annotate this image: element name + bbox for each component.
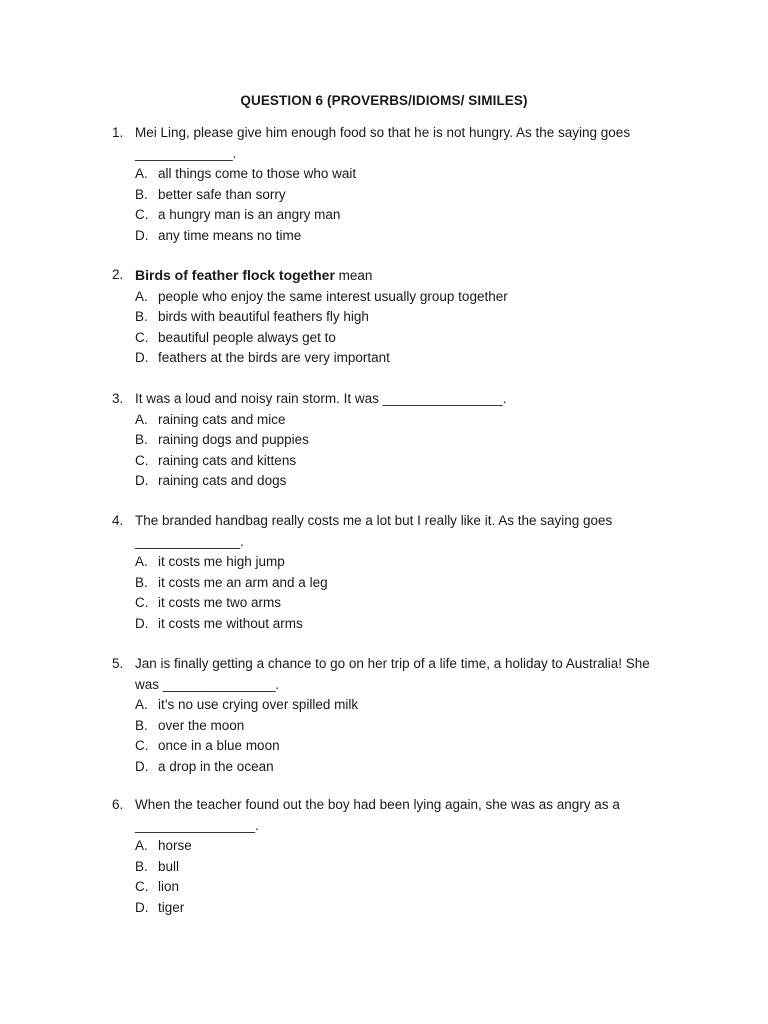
option-letter: A. [135, 697, 148, 713]
option-letter: A. [135, 411, 148, 427]
option-b[interactable] [135, 573, 672, 594]
options-list [135, 410, 672, 492]
option-letter: B. [135, 432, 148, 448]
option-text: horse [158, 838, 192, 854]
option-d[interactable] [135, 348, 672, 369]
question-text: Jan is finally getting a chance to go on her trip of a life time, a holiday to Australia! She was _______________. [135, 656, 650, 692]
option-text: any time means no time [158, 227, 302, 243]
question-6 [112, 795, 672, 919]
question-text: The branded handbag really costs me a lot but I really like it. As the saying goes ______________. [135, 513, 613, 549]
option-letter: A. [135, 288, 148, 304]
question-number: 3. [112, 391, 124, 406]
option-text: it costs me an arm and a leg [158, 574, 328, 590]
option-c[interactable] [135, 877, 672, 898]
option-letter: D. [135, 758, 149, 774]
proverb-text: Birds of feather flock together [135, 267, 335, 283]
question-number: 1. [112, 125, 124, 140]
option-a[interactable] [135, 836, 672, 857]
option-text: it costs me two arms [158, 595, 282, 611]
option-letter: D. [135, 350, 149, 366]
option-a[interactable] [135, 410, 672, 431]
option-text: over the moon [158, 717, 245, 733]
option-text: raining dogs and puppies [158, 432, 309, 448]
question-text [135, 265, 672, 287]
option-c[interactable] [135, 593, 672, 614]
option-b[interactable] [135, 430, 672, 451]
option-d[interactable] [135, 226, 672, 247]
option-letter: A. [135, 554, 148, 570]
option-text: it costs me high jump [158, 554, 285, 570]
option-d[interactable] [135, 614, 672, 635]
options-list [135, 552, 672, 634]
option-b[interactable] [135, 716, 672, 737]
option-text: lion [158, 879, 180, 895]
option-letter: C. [135, 329, 149, 345]
option-text: raining cats and mice [158, 411, 286, 427]
option-letter: C. [135, 595, 149, 611]
options-list [135, 287, 672, 369]
question-1 [112, 123, 672, 247]
question-text: It was a loud and noisy rain storm. It was ________________. [135, 391, 507, 406]
option-letter: C. [135, 452, 149, 468]
option-text: feathers at the birds are very important [158, 350, 390, 366]
option-text: raining cats and dogs [158, 473, 287, 489]
option-text: beautiful people always get to [158, 329, 336, 345]
question-suffix: mean [334, 268, 373, 283]
question-3 [112, 389, 672, 492]
option-letter: C. [135, 207, 149, 223]
option-letter: C. [135, 879, 149, 895]
option-text: all things come to those who wait [158, 166, 357, 182]
option-text: tiger [158, 899, 185, 915]
question-number: 2. [112, 267, 124, 282]
options-list [135, 695, 672, 777]
option-letter: D. [135, 899, 149, 915]
option-letter: D. [135, 615, 149, 631]
options-list [135, 164, 672, 246]
option-a[interactable] [135, 287, 672, 308]
option-b[interactable] [135, 185, 672, 206]
option-text: a hungry man is an angry man [158, 207, 341, 223]
option-c[interactable] [135, 451, 672, 472]
question-number: 4. [112, 513, 124, 528]
option-a[interactable] [135, 552, 672, 573]
option-letter: A. [135, 166, 148, 182]
option-d[interactable] [135, 471, 672, 492]
option-text: bull [158, 858, 180, 874]
option-letter: B. [135, 309, 148, 325]
option-text: it’s no use crying over spilled milk [158, 697, 359, 713]
option-text: raining cats and kittens [158, 452, 297, 468]
option-c[interactable] [135, 205, 672, 226]
question-number: 5. [112, 656, 124, 671]
option-text: better safe than sorry [158, 186, 286, 202]
question-text: When the teacher found out the boy had been lying again, she was as angry as a ________________. [135, 797, 620, 833]
option-a[interactable] [135, 695, 672, 716]
option-d[interactable] [135, 757, 672, 778]
option-d[interactable] [135, 898, 672, 919]
option-text: people who enjoy the same interest usually group together [158, 288, 508, 304]
question-4 [112, 511, 672, 635]
option-b[interactable] [135, 307, 672, 328]
option-text: once in a blue moon [158, 738, 280, 754]
option-text: it costs me without arms [158, 615, 303, 631]
option-c[interactable] [135, 736, 672, 757]
option-text: birds with beautiful feathers fly high [158, 309, 369, 325]
question-text: Mei Ling, please give him enough food so that he is not hungry. As the saying goes _____________. [135, 125, 631, 161]
question-number: 6. [112, 797, 124, 812]
option-a[interactable] [135, 164, 672, 185]
option-letter: B. [135, 858, 148, 874]
question-5 [112, 654, 672, 778]
question-2 [112, 265, 672, 369]
option-text: a drop in the ocean [158, 758, 274, 774]
option-letter: A. [135, 838, 148, 854]
page-title: QUESTION 6 (PROVERBS/IDIOMS/ SIMILES) [240, 93, 528, 108]
option-c[interactable] [135, 328, 672, 349]
option-b[interactable] [135, 857, 672, 878]
option-letter: B. [135, 717, 148, 733]
option-letter: D. [135, 227, 149, 243]
option-letter: B. [135, 574, 148, 590]
option-letter: D. [135, 473, 149, 489]
option-letter: C. [135, 738, 149, 754]
option-letter: B. [135, 186, 148, 202]
options-list [135, 836, 672, 918]
